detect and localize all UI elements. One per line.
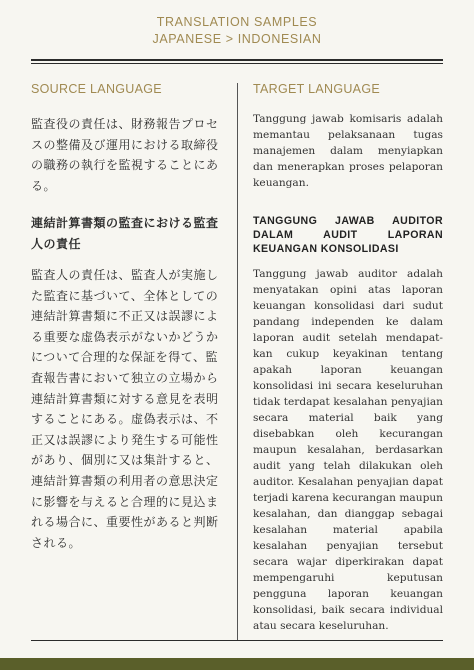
footer-band [0,658,474,670]
top-rule [31,59,443,61]
target-subheading: TANGGUNG JAWAB AUDITOR DALAM AUDIT LAPORAN KEUANGAN KONSOLIDASI [253,215,443,255]
source-paragraph-1: 監査役の責任は、財務報告プロセスの整備及び運用における取締役の職務の執行を監視することにある。 [31,117,219,193]
bottom-rule [31,640,443,641]
title-line-1: TRANSLATION SAMPLES [156,15,318,29]
title-line-2: JAPANESE > INDONESIAN [152,32,322,46]
target-paragraph-2: Tanggung jawab auditor adalah menyatakan opini atas laporan keuangan konsolidasi dari sudut pandang independen ke dalam laporan audit setelah mendapat-kan cukup keyakinan tentang apakah laporan keuangan konsolidasi ini secara keseluruhan tidak terdapat kesalahan penyajian secara material baik yang disebabkan oleh kecurangan maupun kesalahan, berdasarkan audit yang telah dilakukan oleh auditor. Kesalahan penyajian dapat terjadi karena kecurangan maupun kesalahan, dan dianggap sebagai kesalahan material apabila kesalahan penyajian tersebut secara wajar diperkirakan dapat mempengaruhi keputusan pengguna laporan keuangan konsolidasi, baik secara individual atau secara keseluruhan. [253,268,443,632]
top-rule-thin [31,63,443,64]
source-paragraph-2: 監査人の責任は、監査人が実施した監査に基づいて、全体としての連結計算書類に不正又は誤謬による重要な虚偽表示がないかどうかについて合理的な保証を得て、監査報告書において独立の立場から連結計算書類に対する意見を表明することにある。虚偽表示は、不正又は誤謬により発生する可能性があり、個別に又は集計すると、連結計算書類の利用者の意思決定に影響を与えると合理的に見込まれる場合に、重要性があると判断される。 [31,268,219,550]
source-subheading: 連結計算書類の監査における監査人の責任 [31,216,219,251]
target-language-heading: TARGET LANGUAGE [253,82,380,96]
column-divider [237,83,238,641]
document-title [0,14,474,48]
target-paragraph-1: Tanggung jawab komisaris adalah memantau pelaksanaan tugas manajemen dalam menyiapkan dan menerapkan proses pelaporan keuangan. [253,113,443,189]
source-language-heading: SOURCE LANGUAGE [31,82,162,96]
